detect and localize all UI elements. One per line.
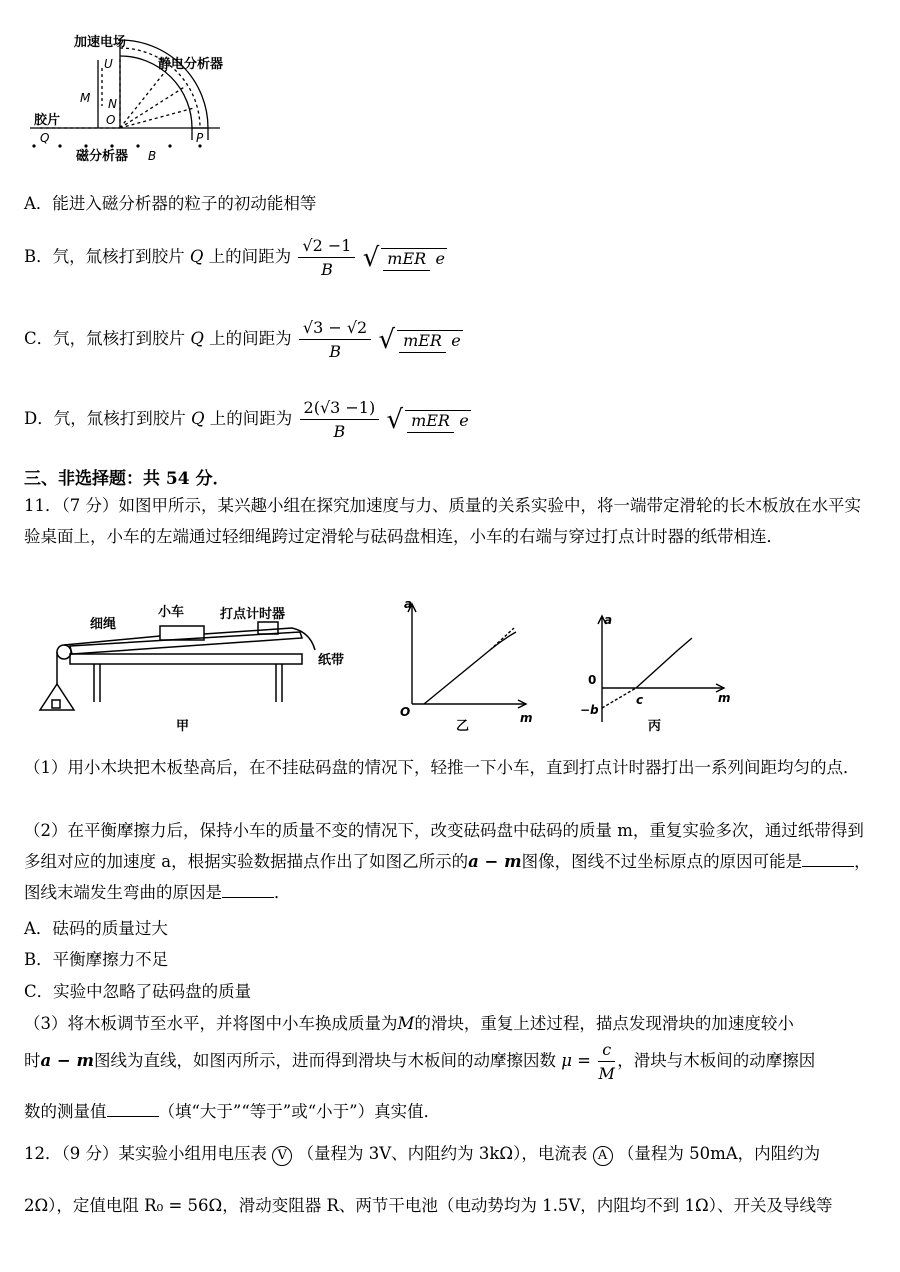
rad-den: e <box>451 330 461 350</box>
yi-origin: O <box>400 705 411 719</box>
q12-a: 12．（9 分）某实验小组用电压表 <box>24 1144 267 1163</box>
mu-num: c <box>598 1040 615 1062</box>
blank-2[interactable] <box>222 883 274 898</box>
q12-line2: 2Ω），定值电阻 R₀ = 56Ω，滑动变阻器 R、两节干电池（电动势均为 1.5V，内阻均不到 1Ω）、开关及导线等 <box>24 1196 833 1215</box>
caption-bing: 丙 <box>648 719 662 734</box>
figure-bing <box>580 610 740 740</box>
label-rope: 细绳 <box>90 617 117 632</box>
label-cart: 小车 <box>158 605 185 620</box>
figure-yi <box>390 598 540 738</box>
option-b-prefix: B．氕，氚核打到胶片 <box>24 247 185 266</box>
p3f: 数的测量值 <box>24 1102 107 1121</box>
p2c: ，图线末端发生弯曲的原因是 <box>24 852 871 902</box>
bing-zero: 0 <box>588 673 597 687</box>
mu-fraction <box>598 1040 615 1083</box>
q11-opt-c: C．实验中忽略了砝码盘的质量 <box>24 982 252 1001</box>
rad-num: mER <box>383 249 430 271</box>
p3d: 图线为直线，如图丙所示，进而得到滑块与木板间的动摩擦因数 <box>93 1051 556 1070</box>
caption-jia: 甲 <box>176 719 190 734</box>
label-tape: 纸带 <box>318 653 345 668</box>
q11-part3-line3 <box>24 1098 440 1122</box>
p3-m: M <box>397 1014 415 1033</box>
option-c-fraction <box>299 318 371 361</box>
q12-line1 <box>24 1140 820 1166</box>
option-b: B．氕，氚核打到胶片 Q 上的间距为 $\frac{√2 -1}{B}$ √ mER e <box>24 236 445 279</box>
mass-spectrometer-figure <box>20 28 260 168</box>
label-b: B <box>148 149 157 163</box>
option-d-prefix: D．氕，氚核打到胶片 <box>24 409 186 428</box>
figure-jia <box>30 602 345 734</box>
option-b-num: √2 −1 <box>298 236 355 258</box>
q11-opt-b: B．平衡摩擦力不足 <box>24 950 169 969</box>
option-d-fraction <box>300 398 380 441</box>
option-b-suffix: 上的间距为 <box>208 247 292 266</box>
ammeter-icon: A <box>593 1146 613 1166</box>
bing-c: c <box>636 693 644 707</box>
yi-axis-x: m <box>520 711 533 725</box>
q11-part2 <box>24 815 876 908</box>
p2a: （2）在平衡摩擦力后，保持小车的质量不变的情况下，改变砝码盘中砝码的质量 m，重复实验多次，通过纸带得到多组对应的加速度 a，根据实验数据描点作出了如图乙所示的 <box>24 821 864 871</box>
label-o: O <box>106 113 116 127</box>
option-c-num: √3 − √2 <box>299 318 371 340</box>
label-n: N <box>108 97 117 111</box>
mu-den: M <box>598 1064 615 1083</box>
option-d-suffix: 上的间距为 <box>209 409 293 428</box>
p3a: （3）将木板调节至水平，并将图中小车换成质量为 <box>24 1014 398 1033</box>
p3e: ，滑块与木板间的动摩擦因 <box>617 1051 816 1070</box>
bing-axis-x: m <box>718 691 731 705</box>
p2d: ． <box>274 883 291 902</box>
p3g: （填“大于”“等于”或“小于”）真实值． <box>158 1102 441 1121</box>
caption-yi: 乙 <box>456 719 470 734</box>
option-a: A．能进入磁分析器的粒子的初动能相等 <box>24 194 317 213</box>
bing-axis-y: a <box>604 613 613 627</box>
option-c: C．氕，氚核打到胶片 Q 上的间距为 $\frac{√3 - √2}{B}$ √ mER e <box>24 318 461 361</box>
rad-num: mER <box>399 331 446 353</box>
blank-3[interactable] <box>107 1102 159 1117</box>
p3b: 的滑块，重复上述过程，描点发现滑块的加速度较小 <box>414 1014 794 1033</box>
label-static: 静电分析器 <box>158 57 224 72</box>
q11-opt-a: A．砝码的质量过大 <box>24 919 168 938</box>
label-m: M <box>80 91 91 105</box>
label-u: U <box>104 57 113 71</box>
q11-stem: 11．（7 分）如图甲所示，某兴趣小组在探究加速度与力、质量的关系实验中，将一端带定滑轮的长木板放在水平实验桌面上，小车的左端通过轻细绳跨过定滑轮与砝码盘相连，小车的右端与穿过打点计时器的纸带相连． <box>24 496 861 546</box>
rad-num: mER <box>407 411 454 433</box>
rad-den: e <box>459 410 469 430</box>
label-magnetic: 磁分析器 <box>76 149 129 164</box>
label-timer: 打点计时器 <box>220 607 286 622</box>
rad-den: e <box>435 248 445 268</box>
option-b-q: Q <box>189 247 204 266</box>
option-d-q: Q <box>190 409 205 428</box>
q12-b: （量程为 3V、内阻约为 3kΩ），电流表 <box>297 1144 588 1163</box>
q11-part1: （1）用小木块把木板垫高后，在不挂砝码盘的情况下，轻推一下小车，直到打点计时器打出一系列间距均匀的点． <box>24 758 860 777</box>
option-c-den: B <box>329 342 341 361</box>
label-film: 胶片 <box>34 113 61 128</box>
p3-am: a − m <box>40 1051 94 1070</box>
option-d-radical <box>405 410 471 430</box>
voltmeter-icon: V <box>272 1146 292 1166</box>
option-c-radical <box>397 330 463 350</box>
p2-am: a − m <box>468 852 522 871</box>
bing-b: −b <box>580 703 599 717</box>
option-d: D．氕，氚核打到胶片 Q 上的间距为 $\frac{2(√3 -1)}{B}$ √ mER e <box>24 398 469 441</box>
option-c-q: Q <box>190 329 204 348</box>
option-c-suffix: 上的间距为 <box>209 329 292 348</box>
yi-axis-y: a <box>404 597 413 611</box>
blank-1[interactable] <box>802 852 854 867</box>
label-accel: 加速电场 <box>74 35 127 50</box>
q11-part3-line2 <box>24 1040 815 1083</box>
label-p: P <box>196 131 204 145</box>
option-d-den: B <box>333 422 346 441</box>
p3c: 时 <box>24 1051 41 1070</box>
section-heading: 三、非选择题：共 54 分． <box>24 469 230 489</box>
q11-part3-line1 <box>24 1010 794 1034</box>
option-b-radical <box>381 248 447 268</box>
option-b-den: B <box>321 260 333 279</box>
label-q: Q <box>40 131 50 145</box>
p2b: 图像，图线不过坐标原点的原因可能是 <box>521 852 803 871</box>
option-c-prefix: C．氕，氚核打到胶片 <box>24 329 186 348</box>
p3-mu: μ = <box>561 1051 592 1070</box>
option-b-fraction <box>298 236 355 279</box>
q12-c: （量程为 50mA，内阻约为 <box>617 1144 821 1163</box>
option-d-num: 2(√3 −1) <box>300 398 380 420</box>
